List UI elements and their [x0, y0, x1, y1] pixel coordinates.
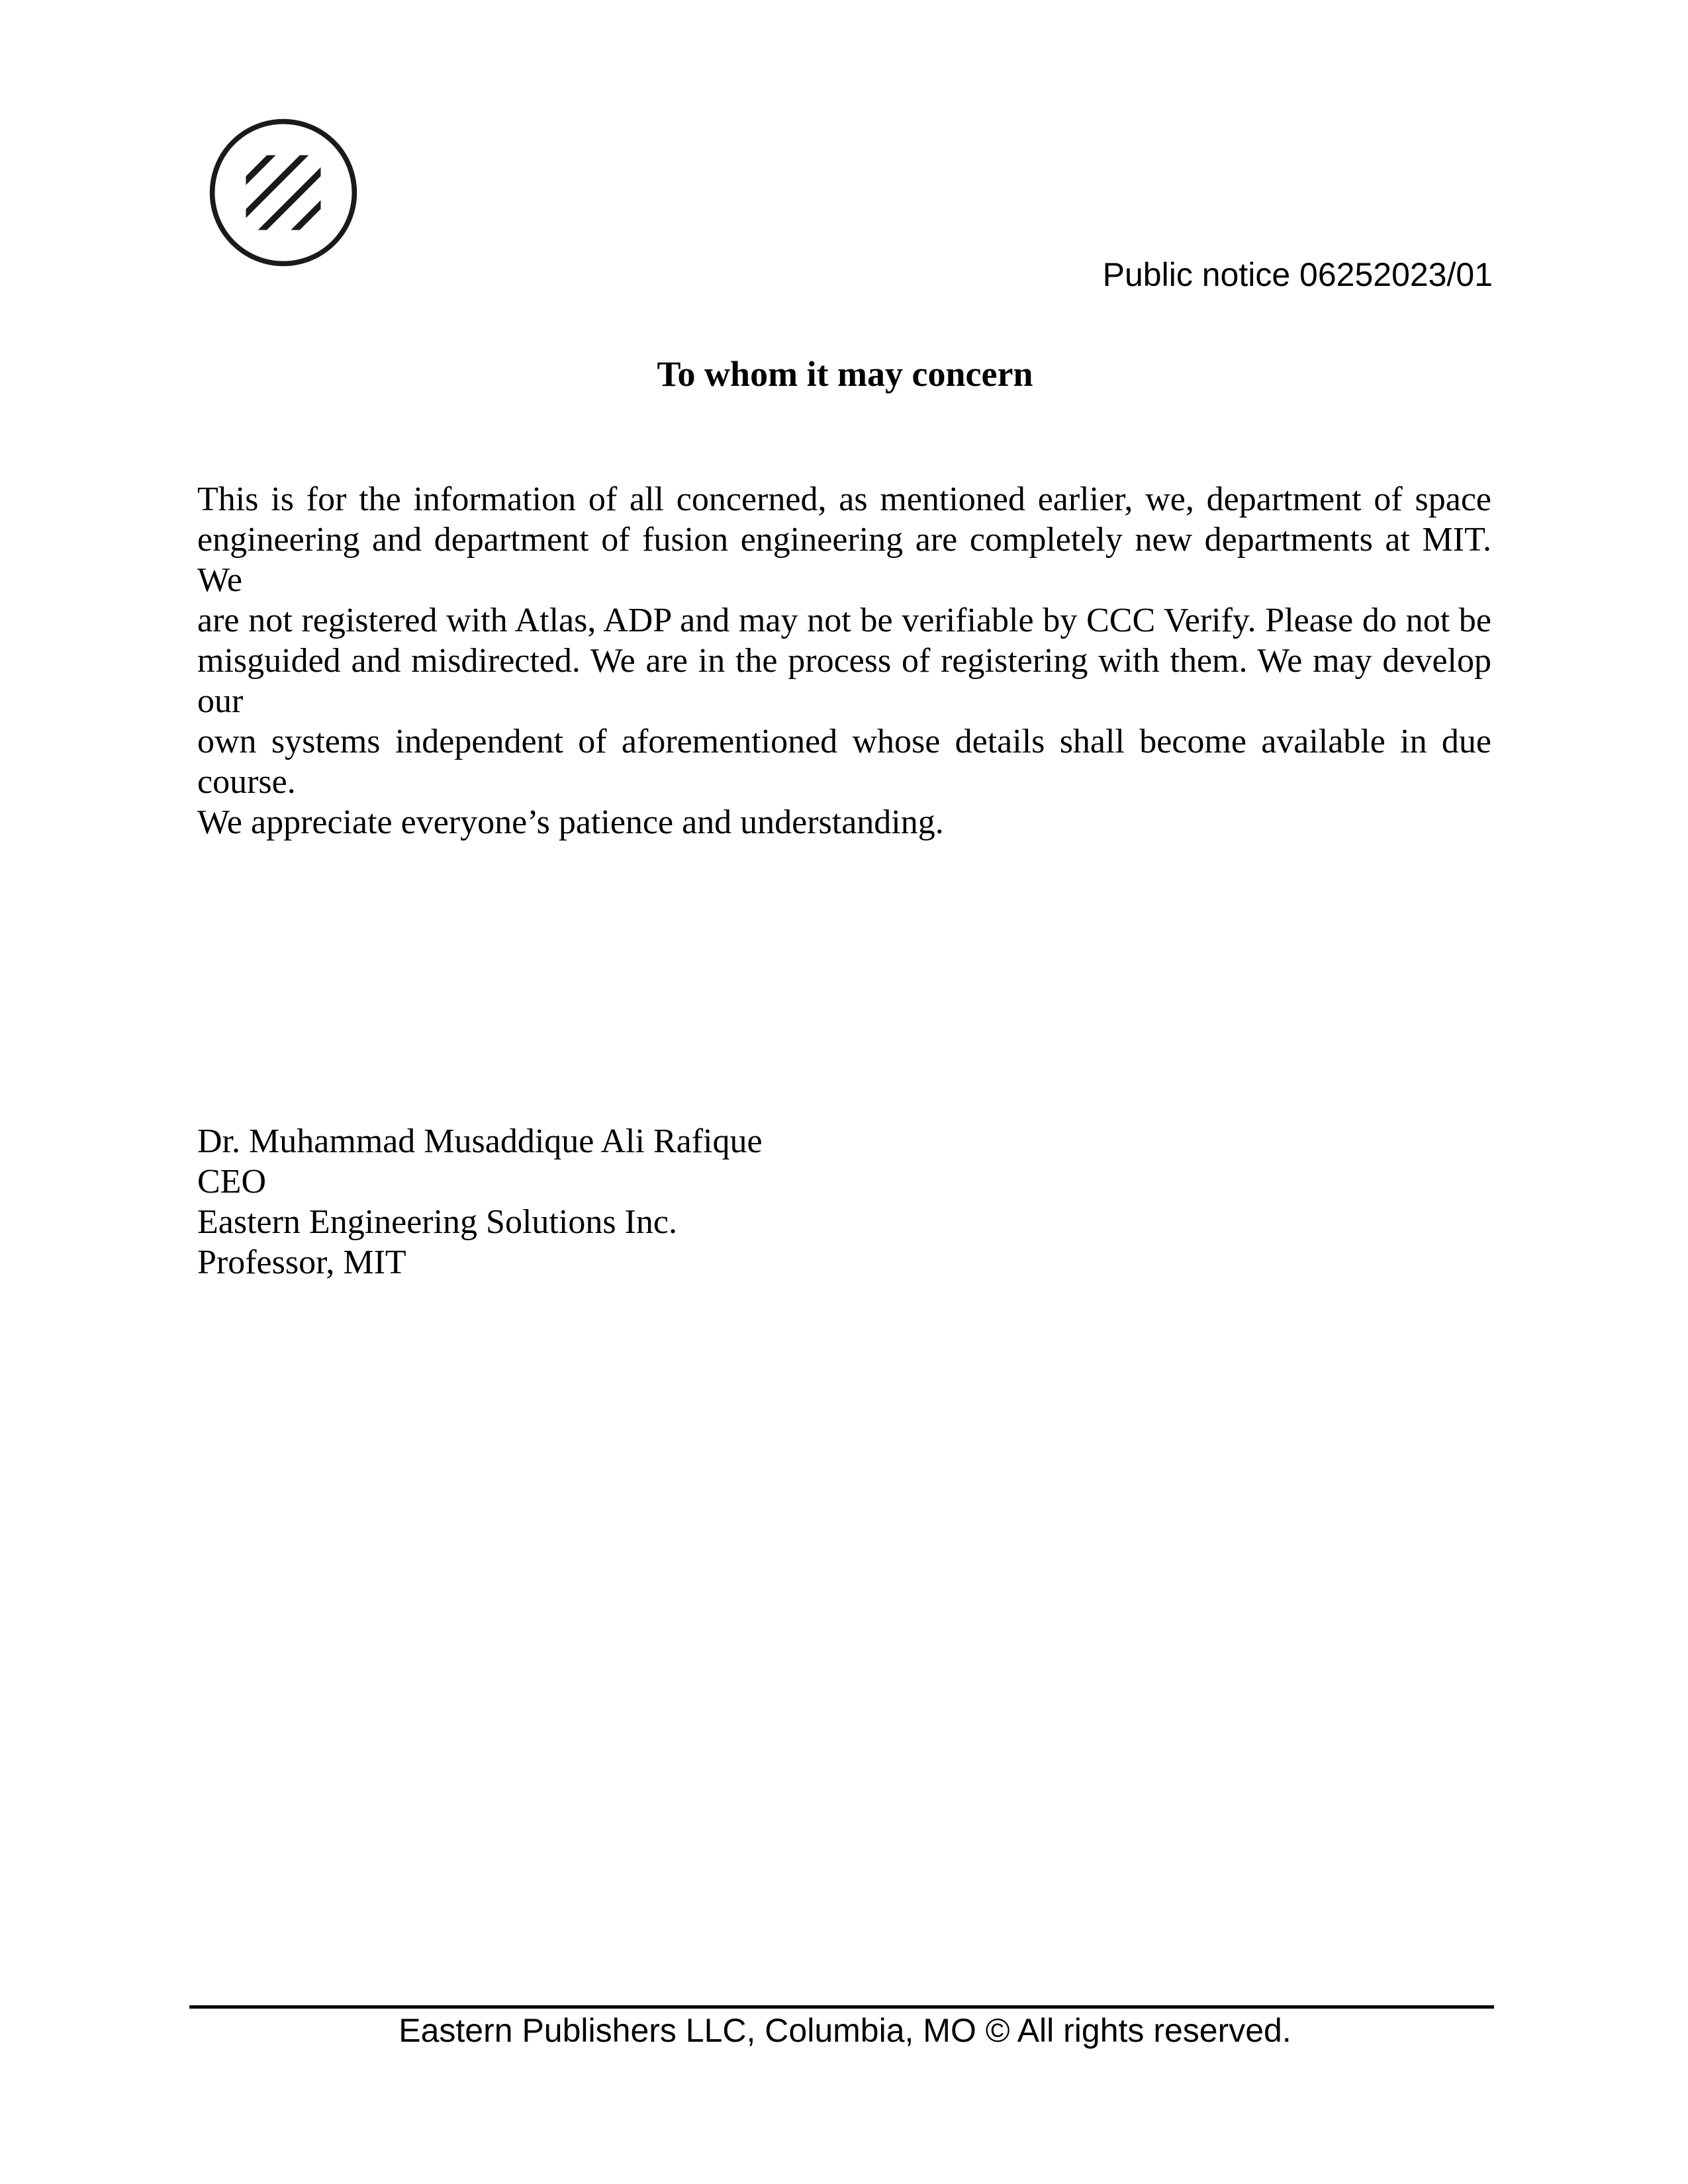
logo-hatch-lines	[222, 131, 358, 268]
signatory-role: Professor, MIT	[197, 1244, 406, 1281]
body-line: engineering and department of fusion engineering are completely new departments at MIT. We	[197, 521, 1491, 599]
body-line: This is for the information of all concerned, as mentioned earlier, we, department of space	[197, 480, 1491, 518]
body-line: are not registered with Atlas, ADP and may not be verifiable by CCC Verify. Please do not be	[197, 602, 1491, 639]
logo-svg	[209, 117, 358, 268]
footer-copyright: Eastern Publishers LLC, Columbia, MO © All rights reserved.	[399, 2012, 1291, 2049]
notice-reference: Public notice 06252023/01	[1102, 256, 1493, 293]
letter-heading: To whom it may concern	[657, 354, 1033, 394]
footer-divider	[189, 2005, 1494, 2009]
signature-block	[197, 1121, 763, 1283]
signatory-company: Eastern Engineering Solutions Inc.	[197, 1203, 677, 1241]
signatory-name: Dr. Muhammad Musaddique Ali Rafique	[197, 1122, 763, 1160]
signatory-title: CEO	[197, 1163, 266, 1201]
body-line: misguided and misdirected. We are in the process of registering with them. We may develop our	[197, 642, 1491, 720]
hatched-circle-logo-icon	[209, 117, 358, 268]
body-line: own systems independent of aforementioned whose details shall become available in due course.	[197, 723, 1491, 801]
letter-body	[197, 479, 1491, 842]
body-line: We appreciate everyone’s patience and understanding.	[197, 803, 944, 841]
logo-circle	[212, 122, 355, 264]
